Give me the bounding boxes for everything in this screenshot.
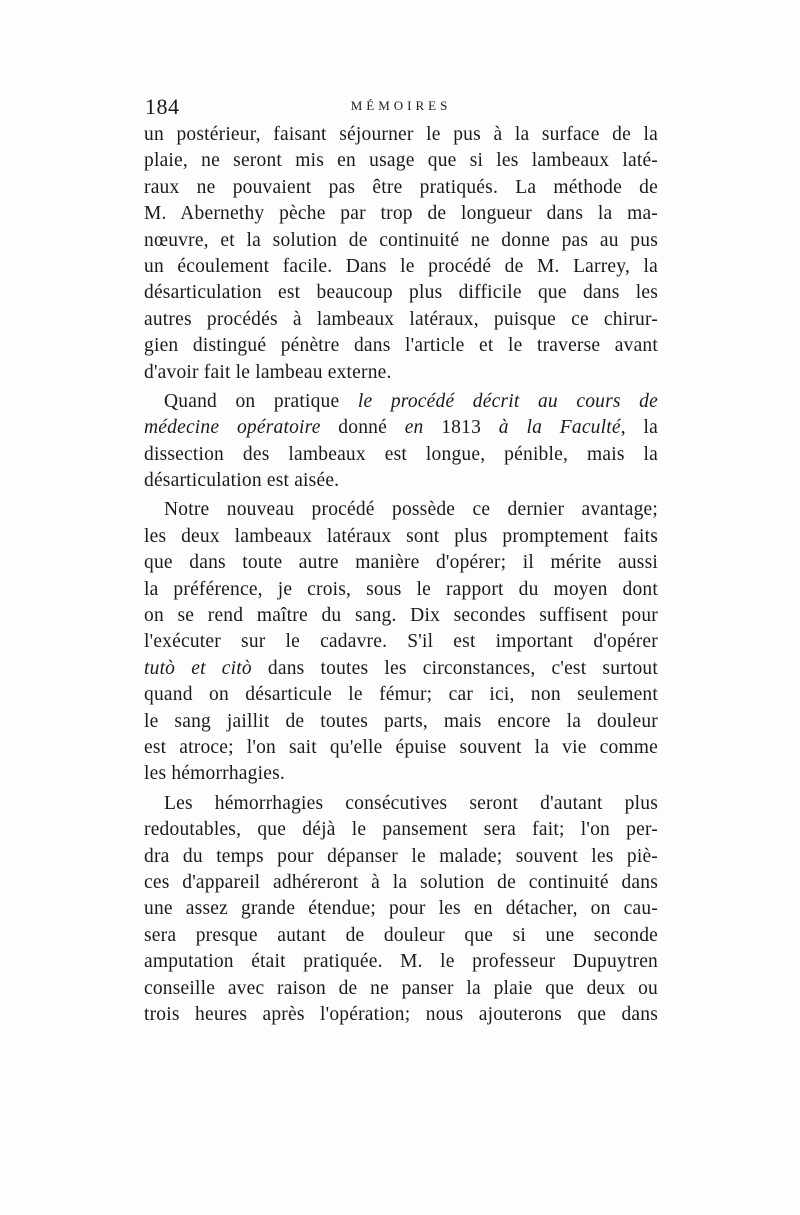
text-line: tutò et citò dans toutes les circonstances, c'est surtout <box>144 657 658 679</box>
text-line: plaie, ne seront mis en usage que si les lambeaux laté- <box>144 150 658 172</box>
text-line: M. Abernethy pèche par trop de longueur dans la ma- <box>144 203 658 225</box>
italic-title: médecine opératoire <box>144 417 321 439</box>
italic-title: le procédé décrit au cours de <box>357 390 658 412</box>
running-title: MÉMOIRES <box>350 98 452 113</box>
text-line: quand on désarticule le fémur; car ici, non seulement <box>144 684 658 706</box>
paragraph-1 <box>144 122 658 386</box>
text-line: désarticulation est beaucoup plus difficile que dans les <box>144 282 658 304</box>
text-line: gien distingué pénètre dans l'article et le traverse avant <box>144 335 658 357</box>
text-line: conseille avec raison de ne panser la plaie que deux ou <box>144 977 658 999</box>
text-line: l'exécuter sur le cadavre. S'il est important d'opérer <box>144 631 658 653</box>
text-line: dissection des lambeaux est longue, pénible, mais la <box>144 443 658 465</box>
italic-phrase: tutò et citò <box>144 657 252 679</box>
text-line: le sang jaillit de toutes parts, mais encore la douleur <box>144 710 658 732</box>
text-line: médecine opératoire donné en 1813 à la Faculté, la <box>144 417 658 439</box>
text-line: désarticulation est aisée. <box>144 470 340 492</box>
text-line: la préférence, je crois, sous le rapport du moyen dont <box>144 578 658 600</box>
text-line: redoutables, que déjà le pansement sera fait; l'on per- <box>144 819 658 841</box>
paragraph-4 <box>144 791 658 1029</box>
text-line: les deux lambeaux latéraux sont plus promptement faits <box>144 525 658 547</box>
text-line: un postérieur, faisant séjourner le pus à la surface de la <box>144 124 658 145</box>
text-line: raux ne pouvaient pas être pratiqués. La méthode de <box>144 176 658 198</box>
paragraph-3 <box>144 497 658 787</box>
paragraph-2 <box>144 389 658 495</box>
text-line: Quand on pratique le procédé décrit au cours de <box>164 390 658 412</box>
text-line: sera presque autant de douleur que si une seconde <box>144 924 658 946</box>
page-header <box>145 94 657 120</box>
text-line: trois heures après l'opération; nous ajouterons que dans <box>144 1003 658 1025</box>
text-line: une assez grande étendue; pour les en détacher, on cau- <box>144 898 658 920</box>
text-line: Notre nouveau procédé possède ce dernier avantage; <box>164 499 658 521</box>
page-number: 184 <box>145 94 180 119</box>
italic-title: à la Faculté <box>498 417 621 439</box>
text-line: Les hémorrhagies consécutives seront d'autant plus <box>164 792 658 814</box>
text-line: un écoulement facile. Dans le procédé de M. Larrey, la <box>144 255 658 277</box>
text-line: autres procédés à lambeaux latéraux, puisque ce chirur- <box>144 308 658 330</box>
body-text <box>144 122 658 1028</box>
text-line: dra du temps pour dépanser le malade; souvent les piè- <box>144 845 658 867</box>
text-line: amputation était pratiquée. M. le professeur Dupuytren <box>144 951 658 973</box>
text-line: ces d'appareil adhéreront à la solution de continuité dans <box>144 871 658 893</box>
text-line: est atroce; l'on sait qu'elle épuise souvent la vie comme <box>144 736 658 758</box>
text-line: les hémorrhagies. <box>144 763 285 785</box>
text-line: que dans toute autre manière d'opérer; il mérite aussi <box>144 552 658 574</box>
text-line: d'avoir fait le lambeau externe. <box>144 361 392 383</box>
text-line: nœuvre, et la solution de continuité ne donne pas au pus <box>144 229 658 251</box>
text-line: on se rend maître du sang. Dix secondes suffisent pour <box>144 605 658 627</box>
